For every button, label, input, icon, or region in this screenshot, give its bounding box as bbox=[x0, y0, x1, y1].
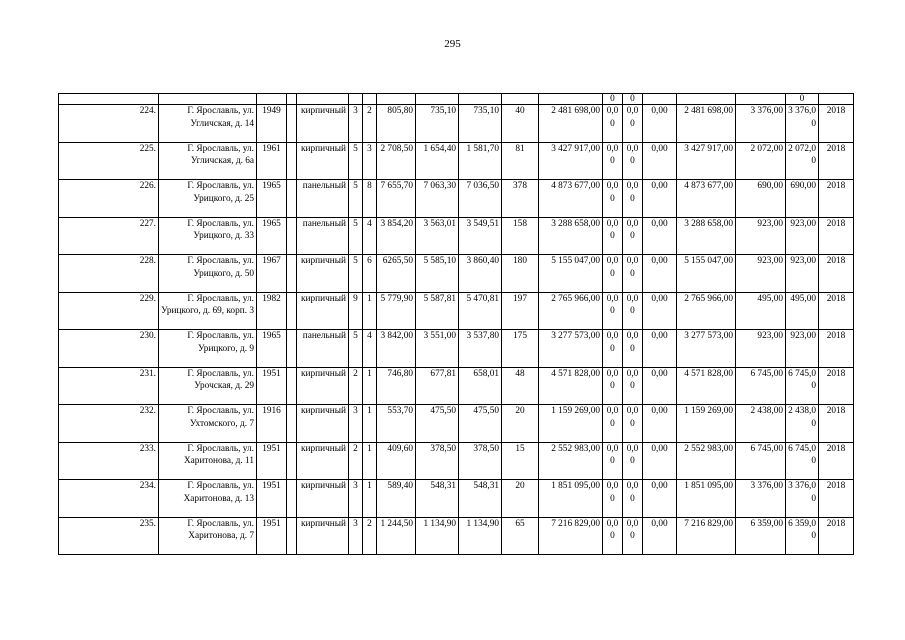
planned-year: 2018 bbox=[819, 142, 854, 180]
private-area: 3 537,80 bbox=[459, 330, 502, 368]
table-row bbox=[59, 367, 854, 405]
empty-cell bbox=[287, 142, 297, 180]
max-unit-cost: 923,00 bbox=[786, 217, 819, 255]
address: Г. Ярославль, ул. Харитонова, д. 11 bbox=[159, 442, 257, 480]
residents: 81 bbox=[502, 142, 539, 180]
address: Г. Ярославль, ул. Урицкого, д. 69, корп. 3 bbox=[159, 292, 257, 330]
fund-cost: 0,00 bbox=[603, 142, 623, 180]
residents: 197 bbox=[502, 292, 539, 330]
municipal-cost: 0,00 bbox=[643, 480, 677, 518]
owners-cost bbox=[677, 94, 736, 105]
municipal-cost: 0,00 bbox=[643, 255, 677, 293]
row-number: 232. bbox=[59, 405, 159, 443]
private-area: 3 549,51 bbox=[459, 217, 502, 255]
empty-cell bbox=[287, 217, 297, 255]
floors: 3 bbox=[349, 405, 363, 443]
residential-area: 475,50 bbox=[416, 405, 459, 443]
table-row-continuation bbox=[59, 94, 854, 105]
table-row bbox=[59, 142, 854, 180]
floors: 5 bbox=[349, 217, 363, 255]
owners-cost: 1 159 269,00 bbox=[677, 405, 736, 443]
table-row bbox=[59, 480, 854, 518]
max-unit-cost: 495,00 bbox=[786, 292, 819, 330]
empty-cell bbox=[287, 105, 297, 143]
row-number: 228. bbox=[59, 255, 159, 293]
residential-area: 1 654,40 bbox=[416, 142, 459, 180]
total-area: 1 244,50 bbox=[377, 517, 416, 555]
total-cost: 2 765 966,00 bbox=[539, 292, 603, 330]
total-cost: 4 571 828,00 bbox=[539, 367, 603, 405]
private-area: 378,50 bbox=[459, 442, 502, 480]
private-area: 735,10 bbox=[459, 105, 502, 143]
row-number: 224. bbox=[59, 105, 159, 143]
owners-cost: 4 873 677,00 bbox=[677, 180, 736, 218]
page-number: 295 bbox=[444, 38, 461, 50]
year-built: 1967 bbox=[257, 255, 287, 293]
municipal-cost: 0,00 bbox=[643, 142, 677, 180]
fund-cost: 0,00 bbox=[603, 405, 623, 443]
empty-cell bbox=[287, 405, 297, 443]
wall-material: кирпичный bbox=[297, 367, 349, 405]
table-row bbox=[59, 180, 854, 218]
budget-cost: 0 bbox=[623, 94, 643, 105]
total-cost: 4 873 677,00 bbox=[539, 180, 603, 218]
row-number: 230. bbox=[59, 330, 159, 368]
floors bbox=[349, 94, 363, 105]
year-built: 1965 bbox=[257, 330, 287, 368]
owners-cost: 3 288 658,00 bbox=[677, 217, 736, 255]
residential-area: 677,81 bbox=[416, 367, 459, 405]
total-area: 5 779,90 bbox=[377, 292, 416, 330]
fund-cost: 0,00 bbox=[603, 105, 623, 143]
unit-cost: 3 376,00 bbox=[736, 480, 786, 518]
planned-year bbox=[819, 94, 854, 105]
residential-area: 548,31 bbox=[416, 480, 459, 518]
budget-cost: 0,00 bbox=[623, 142, 643, 180]
address: Г. Ярославль, ул. Харитонова, д. 13 bbox=[159, 480, 257, 518]
unit-cost: 495,00 bbox=[736, 292, 786, 330]
residents: 20 bbox=[502, 480, 539, 518]
table-row bbox=[59, 292, 854, 330]
fund-cost: 0,00 bbox=[603, 442, 623, 480]
unit-cost: 2 438,00 bbox=[736, 405, 786, 443]
wall-material: кирпичный bbox=[297, 405, 349, 443]
budget-cost: 0,00 bbox=[623, 217, 643, 255]
residents bbox=[502, 94, 539, 105]
private-area: 658,01 bbox=[459, 367, 502, 405]
year-built: 1951 bbox=[257, 442, 287, 480]
table-row bbox=[59, 442, 854, 480]
floors: 2 bbox=[349, 367, 363, 405]
total-cost: 2 552 983,00 bbox=[539, 442, 603, 480]
entrances: 1 bbox=[363, 480, 377, 518]
floors: 3 bbox=[349, 480, 363, 518]
empty-cell bbox=[287, 330, 297, 368]
address: Г. Ярославль, ул. Ухтомского, д. 7 bbox=[159, 405, 257, 443]
residents: 158 bbox=[502, 217, 539, 255]
fund-cost: 0,00 bbox=[603, 330, 623, 368]
entrances bbox=[363, 94, 377, 105]
address: Г. Ярославль, ул. Урицкого, д. 25 bbox=[159, 180, 257, 218]
table-row bbox=[59, 255, 854, 293]
row-number: 233. bbox=[59, 442, 159, 480]
empty-cell bbox=[287, 292, 297, 330]
table-body bbox=[59, 94, 854, 555]
empty-cell bbox=[287, 517, 297, 555]
total-cost: 2 481 698,00 bbox=[539, 105, 603, 143]
floors: 3 bbox=[349, 517, 363, 555]
total-area: 409,60 bbox=[377, 442, 416, 480]
total-cost: 3 288 658,00 bbox=[539, 217, 603, 255]
unit-cost: 6 745,00 bbox=[736, 367, 786, 405]
entrances: 1 bbox=[363, 367, 377, 405]
max-unit-cost: 2 072,00 bbox=[786, 142, 819, 180]
total-area: 2 708,50 bbox=[377, 142, 416, 180]
total-area: 6265,50 bbox=[377, 255, 416, 293]
owners-cost: 2 481 698,00 bbox=[677, 105, 736, 143]
residential-area: 1 134,90 bbox=[416, 517, 459, 555]
private-area: 5 470,81 bbox=[459, 292, 502, 330]
planned-year: 2018 bbox=[819, 367, 854, 405]
entrances: 3 bbox=[363, 142, 377, 180]
private-area: 3 860,40 bbox=[459, 255, 502, 293]
empty-cell bbox=[287, 180, 297, 218]
address: Г. Ярославль, ул. Угличская, д. 6а bbox=[159, 142, 257, 180]
residents: 40 bbox=[502, 105, 539, 143]
budget-cost: 0,00 bbox=[623, 405, 643, 443]
floors: 5 bbox=[349, 255, 363, 293]
fund-cost: 0,00 bbox=[603, 517, 623, 555]
owners-cost: 3 427 917,00 bbox=[677, 142, 736, 180]
fund-cost: 0,00 bbox=[603, 367, 623, 405]
planned-year: 2018 bbox=[819, 180, 854, 218]
budget-cost: 0,00 bbox=[623, 255, 643, 293]
address: Г. Ярославль, ул. Харитонова, д. 7 bbox=[159, 517, 257, 555]
unit-cost: 6 359,00 bbox=[736, 517, 786, 555]
owners-cost: 2 552 983,00 bbox=[677, 442, 736, 480]
unit-cost: 923,00 bbox=[736, 255, 786, 293]
entrances: 6 bbox=[363, 255, 377, 293]
residential-area: 5 587,81 bbox=[416, 292, 459, 330]
wall-material: кирпичный bbox=[297, 105, 349, 143]
private-area: 1 134,90 bbox=[459, 517, 502, 555]
entrances: 2 bbox=[363, 105, 377, 143]
year-built: 1965 bbox=[257, 217, 287, 255]
total-area: 3 854,20 bbox=[377, 217, 416, 255]
residential-area: 3 551,00 bbox=[416, 330, 459, 368]
total-cost: 3 427 917,00 bbox=[539, 142, 603, 180]
year-built: 1951 bbox=[257, 517, 287, 555]
planned-year: 2018 bbox=[819, 255, 854, 293]
total-area: 589,40 bbox=[377, 480, 416, 518]
entrances: 2 bbox=[363, 517, 377, 555]
private-area: 475,50 bbox=[459, 405, 502, 443]
fund-cost: 0,00 bbox=[603, 180, 623, 218]
residents: 378 bbox=[502, 180, 539, 218]
private-area: 1 581,70 bbox=[459, 142, 502, 180]
municipal-cost: 0,00 bbox=[643, 517, 677, 555]
private-area bbox=[459, 94, 502, 105]
row-number bbox=[59, 94, 159, 105]
row-number: 235. bbox=[59, 517, 159, 555]
fund-cost: 0,00 bbox=[603, 217, 623, 255]
fund-cost: 0,00 bbox=[603, 480, 623, 518]
total-cost: 5 155 047,00 bbox=[539, 255, 603, 293]
residents: 175 bbox=[502, 330, 539, 368]
budget-cost: 0,00 bbox=[623, 442, 643, 480]
max-unit-cost: 923,00 bbox=[786, 255, 819, 293]
budget-cost: 0,00 bbox=[623, 517, 643, 555]
entrances: 4 bbox=[363, 217, 377, 255]
owners-cost: 7 216 829,00 bbox=[677, 517, 736, 555]
entrances: 8 bbox=[363, 180, 377, 218]
municipal-cost: 0,00 bbox=[643, 367, 677, 405]
fund-cost: 0,00 bbox=[603, 255, 623, 293]
row-number: 226. bbox=[59, 180, 159, 218]
unit-cost: 923,00 bbox=[736, 217, 786, 255]
residents: 180 bbox=[502, 255, 539, 293]
municipal-cost: 0,00 bbox=[643, 330, 677, 368]
owners-cost: 5 155 047,00 bbox=[677, 255, 736, 293]
total-area bbox=[377, 94, 416, 105]
floors: 5 bbox=[349, 180, 363, 218]
empty-cell bbox=[287, 480, 297, 518]
fund-cost: 0,00 bbox=[603, 292, 623, 330]
unit-cost: 6 745,00 bbox=[736, 442, 786, 480]
floors: 5 bbox=[349, 142, 363, 180]
max-unit-cost: 6 745,00 bbox=[786, 367, 819, 405]
planned-year: 2018 bbox=[819, 105, 854, 143]
total-area: 3 842,00 bbox=[377, 330, 416, 368]
municipal-cost: 0,00 bbox=[643, 442, 677, 480]
max-unit-cost: 0 bbox=[786, 94, 819, 105]
private-area: 548,31 bbox=[459, 480, 502, 518]
municipal-cost: 0,00 bbox=[643, 217, 677, 255]
total-cost: 7 216 829,00 bbox=[539, 517, 603, 555]
max-unit-cost: 6 359,00 bbox=[786, 517, 819, 555]
unit-cost: 923,00 bbox=[736, 330, 786, 368]
municipal-cost: 0,00 bbox=[643, 292, 677, 330]
owners-cost: 4 571 828,00 bbox=[677, 367, 736, 405]
budget-cost: 0,00 bbox=[623, 480, 643, 518]
empty-cell bbox=[287, 442, 297, 480]
private-area: 7 036,50 bbox=[459, 180, 502, 218]
max-unit-cost: 3 376,00 bbox=[786, 105, 819, 143]
empty-cell bbox=[287, 255, 297, 293]
table-row bbox=[59, 405, 854, 443]
year-built bbox=[257, 94, 287, 105]
unit-cost: 2 072,00 bbox=[736, 142, 786, 180]
planned-year: 2018 bbox=[819, 442, 854, 480]
row-number: 231. bbox=[59, 367, 159, 405]
wall-material: панельный bbox=[297, 217, 349, 255]
total-cost: 1 851 095,00 bbox=[539, 480, 603, 518]
table-row bbox=[59, 330, 854, 368]
owners-cost: 3 277 573,00 bbox=[677, 330, 736, 368]
max-unit-cost: 6 745,00 bbox=[786, 442, 819, 480]
year-built: 1949 bbox=[257, 105, 287, 143]
municipal-cost: 0,00 bbox=[643, 105, 677, 143]
max-unit-cost: 923,00 bbox=[786, 330, 819, 368]
budget-cost: 0,00 bbox=[623, 367, 643, 405]
total-cost: 1 159 269,00 bbox=[539, 405, 603, 443]
residents: 65 bbox=[502, 517, 539, 555]
address bbox=[159, 94, 257, 105]
wall-material: кирпичный bbox=[297, 255, 349, 293]
wall-material: панельный bbox=[297, 330, 349, 368]
planned-year: 2018 bbox=[819, 330, 854, 368]
residents: 20 bbox=[502, 405, 539, 443]
row-number: 227. bbox=[59, 217, 159, 255]
wall-material: панельный bbox=[297, 180, 349, 218]
total-area: 553,70 bbox=[377, 405, 416, 443]
table-row bbox=[59, 217, 854, 255]
unit-cost: 3 376,00 bbox=[736, 105, 786, 143]
planned-year: 2018 bbox=[819, 517, 854, 555]
wall-material: кирпичный bbox=[297, 142, 349, 180]
row-number: 234. bbox=[59, 480, 159, 518]
owners-cost: 2 765 966,00 bbox=[677, 292, 736, 330]
total-area: 805,80 bbox=[377, 105, 416, 143]
year-built: 1951 bbox=[257, 367, 287, 405]
planned-year: 2018 bbox=[819, 292, 854, 330]
total-area: 746,80 bbox=[377, 367, 416, 405]
address: Г. Ярославль, ул. Урочская, д. 29 bbox=[159, 367, 257, 405]
residents: 15 bbox=[502, 442, 539, 480]
wall-material bbox=[297, 94, 349, 105]
entrances: 1 bbox=[363, 405, 377, 443]
total-cost: 3 277 573,00 bbox=[539, 330, 603, 368]
unit-cost bbox=[736, 94, 786, 105]
year-built: 1916 bbox=[257, 405, 287, 443]
residential-area: 378,50 bbox=[416, 442, 459, 480]
wall-material: кирпичный bbox=[297, 517, 349, 555]
residential-area bbox=[416, 94, 459, 105]
unit-cost: 690,00 bbox=[736, 180, 786, 218]
budget-cost: 0,00 bbox=[623, 330, 643, 368]
budget-cost: 0,00 bbox=[623, 105, 643, 143]
floors: 2 bbox=[349, 442, 363, 480]
table-row bbox=[59, 105, 854, 143]
floors: 3 bbox=[349, 105, 363, 143]
planned-year: 2018 bbox=[819, 217, 854, 255]
entrances: 1 bbox=[363, 442, 377, 480]
municipal-cost: 0,00 bbox=[643, 180, 677, 218]
residential-area: 5 585,10 bbox=[416, 255, 459, 293]
max-unit-cost: 3 376,00 bbox=[786, 480, 819, 518]
table-row bbox=[59, 517, 854, 555]
address: Г. Ярославль, ул. Урицкого, д. 9 bbox=[159, 330, 257, 368]
empty-cell bbox=[287, 367, 297, 405]
total-cost bbox=[539, 94, 603, 105]
planned-year: 2018 bbox=[819, 480, 854, 518]
residents: 48 bbox=[502, 367, 539, 405]
address: Г. Ярославль, ул. Урицкого, д. 50 bbox=[159, 255, 257, 293]
total-area: 7 655,70 bbox=[377, 180, 416, 218]
budget-cost: 0,00 bbox=[623, 180, 643, 218]
entrances: 4 bbox=[363, 330, 377, 368]
max-unit-cost: 2 438,00 bbox=[786, 405, 819, 443]
floors: 9 bbox=[349, 292, 363, 330]
year-built: 1965 bbox=[257, 180, 287, 218]
year-built: 1961 bbox=[257, 142, 287, 180]
owners-cost: 1 851 095,00 bbox=[677, 480, 736, 518]
row-number: 225. bbox=[59, 142, 159, 180]
budget-cost: 0,00 bbox=[623, 292, 643, 330]
row-number: 229. bbox=[59, 292, 159, 330]
municipal-cost bbox=[643, 94, 677, 105]
empty-cell bbox=[287, 94, 297, 105]
wall-material: кирпичный bbox=[297, 292, 349, 330]
address: Г. Ярославль, ул. Урицкого, д. 33 bbox=[159, 217, 257, 255]
year-built: 1951 bbox=[257, 480, 287, 518]
wall-material: кирпичный bbox=[297, 480, 349, 518]
residential-area: 3 563,01 bbox=[416, 217, 459, 255]
housing-register-table bbox=[58, 93, 854, 555]
municipal-cost: 0,00 bbox=[643, 405, 677, 443]
planned-year: 2018 bbox=[819, 405, 854, 443]
fund-cost: 0 bbox=[603, 94, 623, 105]
max-unit-cost: 690,00 bbox=[786, 180, 819, 218]
floors: 5 bbox=[349, 330, 363, 368]
address: Г. Ярославль, ул. Угличская, д. 14 bbox=[159, 105, 257, 143]
residential-area: 735,10 bbox=[416, 105, 459, 143]
entrances: 1 bbox=[363, 292, 377, 330]
year-built: 1982 bbox=[257, 292, 287, 330]
wall-material: кирпичный bbox=[297, 442, 349, 480]
residential-area: 7 063,30 bbox=[416, 180, 459, 218]
